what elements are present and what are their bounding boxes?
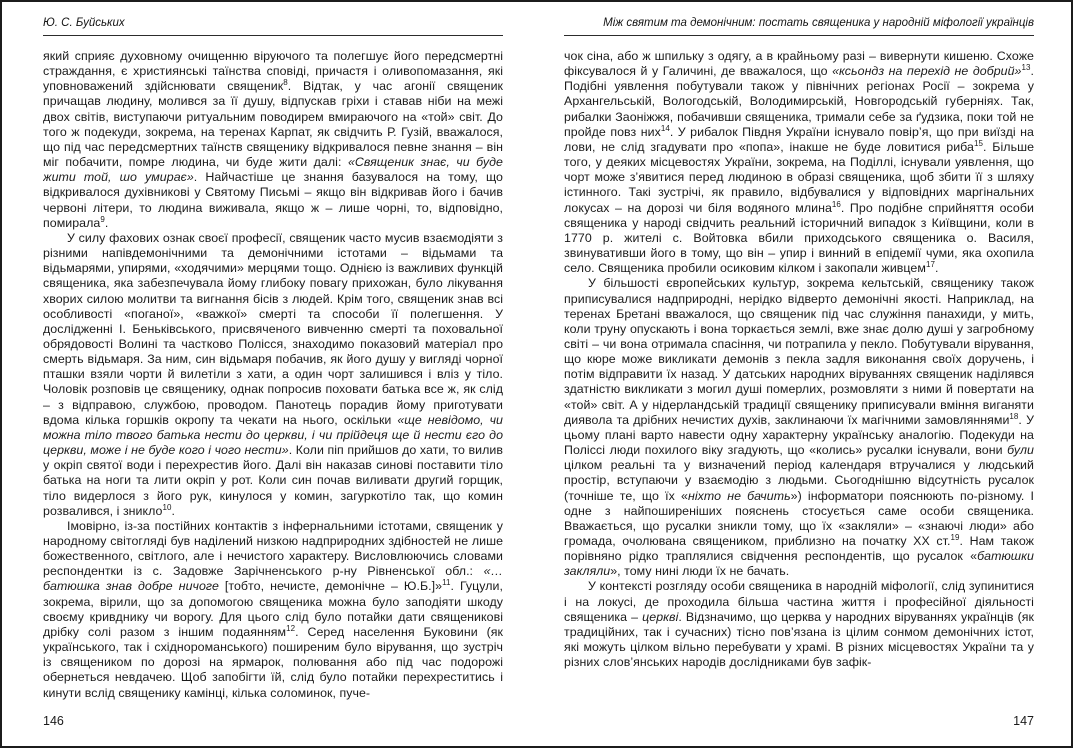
text-segment: . Найчастіше це знання базувалося на тому, що відкривалося духівникові у Святому Письмі – якщо він відкривав його і бачив червоні літери, то людина виживала, якщо ж – лише чорні, то, відповідно, помирала	[43, 170, 504, 230]
page-number-right: 147	[1013, 714, 1034, 728]
paragraph	[564, 276, 1034, 579]
footnote-ref: 19	[950, 532, 960, 542]
text-segment: «ще невідомо, чи можна тіло твого батька нести до церкви, і чи прійдеця ще й нести єго до церкви, може і не буде кого і чого нести»	[43, 412, 504, 458]
text-segment: . Серед населення Буковини (як українського, так і східнороманського) поширеним було вірування, що зустріч із священиком по дорозі на ярмарок, полювання або під час подорожі обернеться невдачею. Щоб запобігти їй, слід було потайки перехреститись і кинути вслід священику камінці, кілька соломинок, пуче-	[43, 624, 504, 700]
paragraph	[43, 49, 503, 231]
text-segment: цілком реальні та у визначений період календаря втручалися у людський простір, вступаючи у взаємодію з людьми. Сьогоднішню відсутність русалок (точніше те, що їх «	[564, 458, 1034, 503]
text-segment: ніхто не бачить	[687, 488, 791, 503]
text-segment: який сприяє духовному очищенню віруючого та полегшує його передсмертні страждання, є християнські таїнства сповіді, причастя і оливопомазання, які уповноважений здійснювати священик	[43, 49, 504, 94]
text-segment: У контексті розгляду особи священика в народній міфології, слід зупинитися і на локусі, де проходила більша частина життя і професійної діяльності священика –	[564, 579, 1034, 624]
text-segment: «ксьондз на перехід не добрий»	[832, 64, 1022, 79]
text-segment: . У рибалок Півдня України існувало повір’я, що при виїзді на лови, не слід згадувати про «попа», інакше не буде ловитися риба	[564, 124, 1034, 154]
text-segment: чок сіна, або ж шпильку з одягу, а в крайньому разі – вивернути кишеню. Схоже фіксувалося й у Галичині, де вважалося, що	[564, 49, 1034, 79]
text-segment: . Більше того, у деяких місцевостях України, зокрема, на Поділлі, існували уявлення, що чорт може з’явитися перед людиною в образі священика, щоб збити її з шляху істинного. Такі зустрічі, як правило, відбувалися у відповідних маргінальних локусах – на дорозі чи біля водяного млина	[564, 139, 1034, 215]
text-segment: . Про подібне сприйняття особи священика у народі свідчить реальний історичний випадок з Київщини, коли в 1770 р. жителі с. Войтовка вбили приходського священика о. Василя, звинувативши його в тому, що він – упир і винний в епідемії чуми, яка охопила село. Священика пробили осиковим кілком і закопали живцем	[564, 200, 1034, 276]
paragraph	[43, 231, 503, 519]
text-segment: батюшки закляли	[564, 549, 1034, 579]
page-left	[43, 16, 503, 728]
footnote-ref: 14	[660, 123, 670, 133]
paragraph	[43, 519, 503, 701]
text-segment: церкві	[642, 609, 679, 624]
text-segment: . Подібні уявлення побутували також у північних регіонах Росії – зокрема у Архангельській, Вологодській, Володимирській, Новгородській губерніях. Так, рибалки Заоніжжя, побачивши священика, тримали себе за ґудзика, поки той не пройде повз них	[564, 64, 1034, 139]
text-segment: У більшості європейських культур, зокрема кельтській, священику також приписувалися надприродні, нерідко відверто демонічні якості. Наприклад, на теренах Бретані вважалося, що священик під час служіння панахиди, у мить, коли труну опускають і вона торкається землі, вже знає долю душі у загробному світі – чи вона отримала спасіння, чи потрапила у пекло. Побутували вірування, що кюре може викликати демонів з пекла задля виконання своїх доручень, і потім відправити їх назад. У датських народних віруваннях священик наділявся здатністю викликати з могил душі померлих, розмовляти з ними й повертати на «той» світ. А у нідерландській традиції священику приписували вміння виганяти диявола та дрібних нечистих духів, заклинаючи їх магічними замовляннями	[564, 276, 1034, 427]
footnote-ref: 10	[162, 502, 172, 512]
footnote-ref: 11	[442, 578, 451, 588]
text-segment: . Відтак, у час агонії священик причащав людину, молився за її душу, відпускав гріхи і ставав ніби на межі двох світів, виступаючи ритуальним поводирем вмираючого на «той» світ. До того ж подекуди, зокрема, на теренах Карпат, як свідчить Р. Гузій, вважалося, що під час передсмертних таїнств священику відкривалося певне знання – він міг побачити, помре людина, чи буде жити далі:	[43, 79, 504, 170]
text-segment: Імовірно, із-за постійних контактів з інфернальними істотами, священик у народному світогляді був наділений низкою надприродних здібностей не лише божественного, світлого, але і нечистого характеру. Висловлюючись словами респондентки із с. Задовже Зарічненського р-ну Рівненської обл.:	[43, 518, 504, 579]
text-segment: «Священик знає, чи буде жити той, шо умирає»	[43, 155, 504, 185]
text-segment: . Нам також порівняно рідко траплялися свідчення респондентів, що русалок «	[564, 534, 1034, 564]
text-segment: . У цьому плані варто навести одну характерну українську аналогію. Подекуди на Поліссі люди похилого віку згадують, що «колись» русалки існували, вони	[564, 412, 1034, 458]
paragraph	[564, 579, 1034, 670]
text-segment: .	[934, 261, 939, 276]
footnote-ref: 9	[100, 214, 105, 224]
page-left-body	[43, 49, 503, 710]
text-segment: були	[1007, 443, 1034, 458]
text-segment: . Відзначимо, що церква у народних віруваннях українців (як традиційних, так і сучасних) тісно пов’язана із цілим сонмом демонічних істот, які можуть цілком вільно перебувати у храмі. В різних місцевостях України та у різних слов’янських народів дослідниками був зафік-	[564, 609, 1034, 670]
text-segment: У силу фахових ознак своєї професії, священик часто мусив взаємодіяти з різними напівдемонічними та демонічними істотами – відьмами та відьмарями, упирями, «ходячими» мерцями тощо. Однією із важливих функцій священика, яка забезпечувала йому глибоку повагу прихожан, було лікування хворих силою молитви та вигнання бісів з людей. Крім того, священик знав всі особливості «поганої», «важкої» смерті та способи її полегшення. У дослідженні І. Беньківського, присвяченого вивченню смерті та поховальної обрядовості Волині та частково Полісся, знаходимо показовий матеріал про смерть відьмаря. За ним, син відьмаря побачив, як його душу у вигляді чорної пташки взяли чорти й вилетіли з хати, а один чорт залишився і вліз у тіло. Чоловік розповів це священику, однак попросив поховати батька все ж, як слід – з відправою, службою, проводом. Панотець порадив йому приготувати вдома кілька горшків окропу та чекати на нього, оскільки	[43, 230, 504, 427]
footnote-ref: 8	[283, 78, 288, 88]
text-segment: . Гуцули, зокрема, вірили, що за допомогою священика можна було заподіяти шкоду своєму кривднику чи ворогу. Для цього слід було потайки дати священикові дрібку солі разом з іншим подаянням	[43, 579, 504, 639]
footnote-ref: 18	[1009, 411, 1019, 421]
text-segment: .	[171, 503, 176, 518]
running-header-title: Між святим та демонічним: постать священика у народній міфології українців	[564, 16, 1034, 36]
text-segment: ») інформатори пояснюють по-різному. І одне з найпоширеніших пояснень стосується саме особи священика. Вважається, що русалки зникли тому, що їх «закляли» – «знаючі люди» або громада, очолювана священиком, приблизно на початку XX ст.	[564, 488, 1034, 548]
page-right	[564, 16, 1034, 728]
text-segment: . Коли піп прийшов до хати, то вилив у окріп святої води і перехрестив його. Далі він наказав синові поставити тіло батька на ноги та лити окріп у рот. Коли син почав виливати другий горщик, тіло видерлося з його рук, кинулося у комин, загуркотіло так, що комин розвалився, і зникло	[43, 443, 504, 518]
paragraph	[564, 49, 1034, 276]
text-segment: », тому нині люди їх не бачать.	[610, 564, 790, 579]
two-page-spread	[2, 2, 1071, 746]
text-segment: «…батюшка знав добре ничоге	[43, 564, 504, 594]
text-segment: [тобто, нечисте, демонічне – Ю.Б.]»	[218, 579, 443, 594]
text-segment: .	[104, 215, 109, 230]
footnote-ref: 15	[974, 138, 983, 148]
running-header-author: Ю. С. Буйських	[43, 16, 503, 36]
page-right-body	[564, 49, 1034, 710]
footnote-ref: 17	[925, 260, 935, 270]
footnote-ref: 16	[831, 199, 841, 209]
footnote-ref: 13	[1021, 63, 1031, 73]
footnote-ref: 12	[286, 623, 296, 633]
page-number-left: 146	[43, 714, 64, 728]
